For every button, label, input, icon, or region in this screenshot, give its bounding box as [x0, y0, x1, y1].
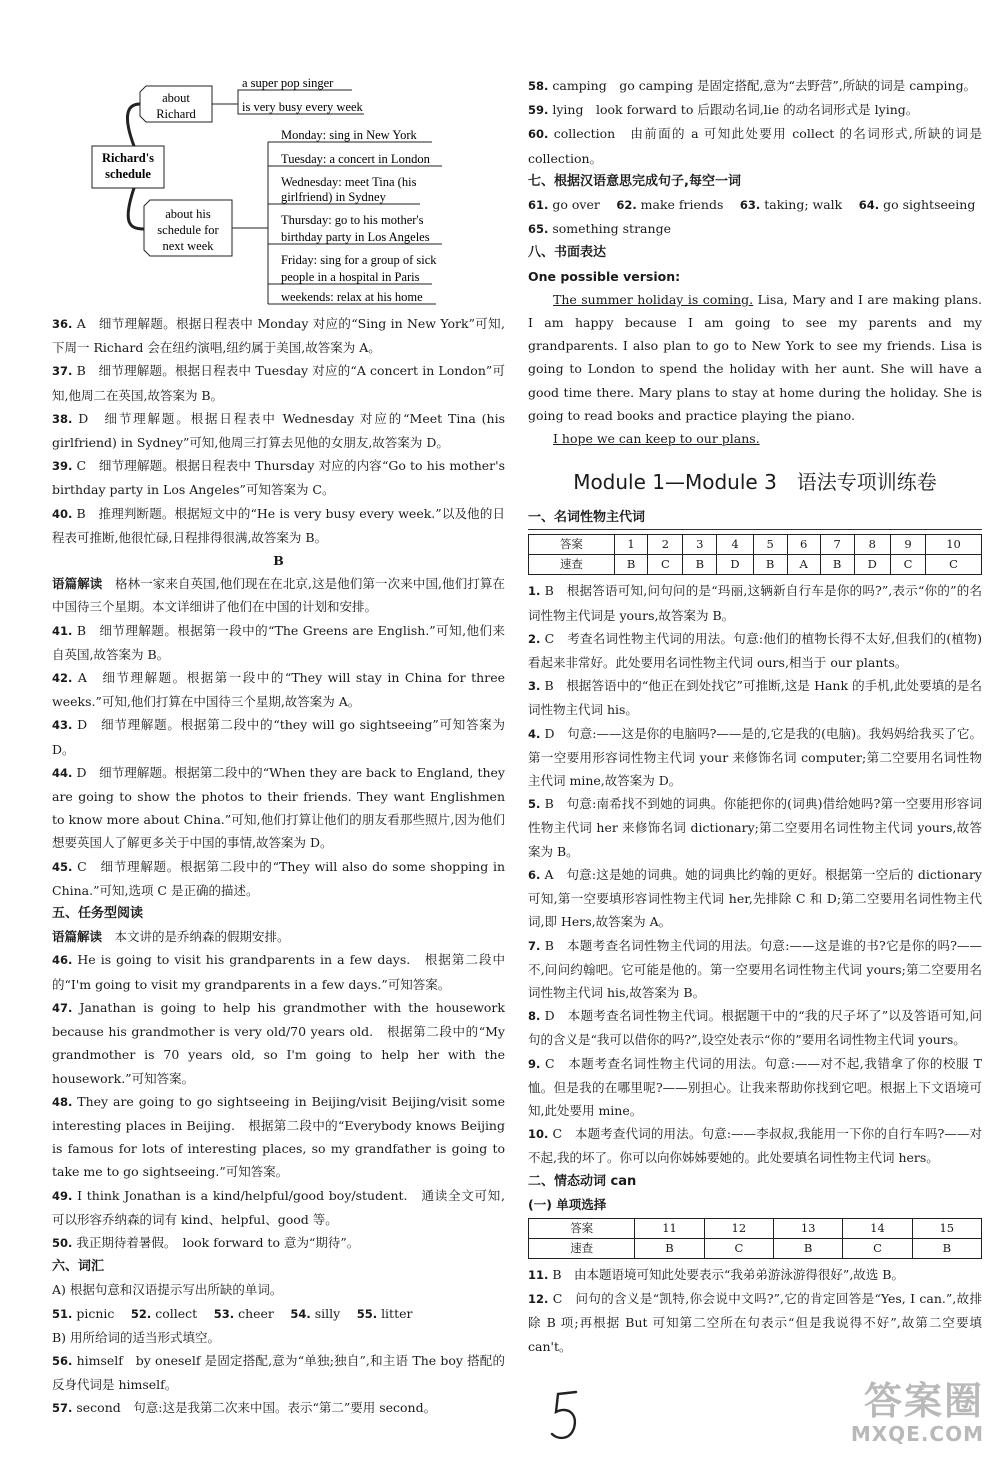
essay-paragraph: The summer holiday is coming. Lisa, Mary and I are making plans. I am happy because I am going to see my parents and my grandparents. I also plan to go to New York to see my friends. Lisa is going to London to spend the holiday with her aunt. She will have a good time there. Mary plans to stay at home during the holiday. She is going to read books and practice playing the piano.: [528, 291, 982, 423]
answer-38: 38. D 细节理解题。根据日程表中 Wednesday 对应的“Meet Tina (his girlfriend) in Sydney”可知,他周三打算去见他的女朋友,故答案为 D。: [52, 410, 505, 451]
mindmap-richard-item-1: a super pop singer: [242, 76, 334, 90]
mindmap-schedule-line1: about his: [165, 207, 211, 221]
right-column: [528, 74, 982, 1358]
grammar-answer-3: 3. B 根据答语中的“他正在到处找它”可推断,这是 Hank 的手机,此处要填的是名词性物主代词 his。: [528, 678, 982, 718]
answer-42: 42. A 细节理解题。根据第一段中的“They will stay in China for three weeks.”可知,他们打算在中国待三个星期,故答案为 A。: [52, 670, 505, 710]
grammar-answer-10: 10. C 本题考查代词的用法。句意:——李叔叔,我能用一下你的自行车吗?——对不起,我的坏了。你可以向你姊姊要她的。此处要填名词性物主代词 hers。: [528, 1126, 982, 1166]
answer-39: 39. C 细节理解题。根据日程表中 Thursday 对应的内容“Go to his mother's birthday party in Los Angeles”可知答案为 C。: [52, 458, 505, 498]
answer-44: 44. D 细节理解题。根据第二段中的“When they are back to England, they are going to show the photos to their friends. They want Englishmen to know more about China.”可知,他们打算让他们的朋友看那些照片,因为他们想要英国人了解更多关于中国的事情,故答案为 D。: [52, 764, 505, 851]
grammar-answer-4: 4. D 句意:——这是你的电脑吗?——是的,它是我的(电脑)。我妈妈给我买了它。第一空要用形容词性物主代词 your 来修饰名词 computer;第二空要用名词性物主代词 mine,故答案为 D。: [528, 725, 982, 789]
mindmap-schedule-wednesday-2: girlfriend) in Sydney: [281, 190, 386, 204]
answer-57: 57. second 句意:这是我第二次来中国。表示“第二”要用 second。: [52, 1400, 437, 1416]
grammar-answer-12: 12. C 问句的含义是“凯特,你会说中文吗?”,它的肯定回答是“Yes, I can.”,故排除 B 项;再根据 But 可知第二空所在句表示“但是我说得不好”,故第二空要填 can't。: [528, 1291, 983, 1354]
mindmap-schedule-tuesday: Tuesday: a concert in London: [281, 152, 430, 166]
table-row: 速查 B C B D B A B D C C: [529, 555, 982, 575]
grammar-answer-6: 6. A 句意:这是她的词典。她的词典比约翰的更好。根据第一空后的 dictionary 可知,第一空要填形容词性物主代词 her,先排除 C 和 D;第二空要用名词性物主代词,即 Hers,故答案为 A。: [528, 866, 982, 930]
mindmap-schedule-friday-1: Friday: sing for a group of sick: [281, 253, 437, 267]
answer-45: 45. C 细节理解题。根据第二段中的“They will also do some shopping in China.”可知,选项 C 是正确的描述。: [52, 858, 505, 898]
grammar-1-divider: [528, 529, 982, 530]
grammar-answer-2: 2. C 考查名词性物主代词的用法。句意:他们的植物长得不太好,但我们的(植物)看起来非常好。此处要用名词性物主代词 ours,相当于 our plants。: [528, 630, 982, 671]
mindmap-schedule-wednesday-1: Wednesday: meet Tina (his: [281, 175, 417, 189]
grammar-answer-8: 8. D 本题考查名词性物主代词。根据题干中的“我的尺子坏了”以及答语可知,问句的含义是“我可以借你的吗?”,设空处表示“你的”要用名词性物主代词 yours。: [528, 1008, 982, 1048]
mindmap-schedule-line3: next week: [162, 239, 214, 253]
possible-version-label: One possible version:: [528, 268, 681, 284]
sec6-a-instruction: A) 根据句意和汉语提示写出所缺的单词。: [52, 1282, 283, 1298]
mindmap-schedule-line2: schedule for: [157, 223, 219, 237]
section-6-heading: 六、词汇: [52, 1259, 105, 1275]
watermark-big: 答案圈: [863, 1379, 984, 1423]
sec6-b-instruction: B) 用所给词的适当形式填空。: [52, 1329, 221, 1345]
answers-36-40: [52, 312, 505, 549]
answer-43: 43. D 细节理解题。根据第二段中的“they will go sightseeing”可知答案为 D。: [52, 717, 505, 757]
mindmap-schedule-thursday-2: birthday party in Los Angeles: [281, 230, 430, 244]
answers-41-45: [52, 619, 505, 902]
module-title: Module 1—Module 3 语法专项训练卷: [573, 470, 937, 495]
left-column: [52, 0, 505, 1421]
watermark-small: MXQE.COM: [850, 1422, 984, 1446]
grammar-answer-9: 9. C 本题考查名词性物主代词的用法。句意:——对不起,我错拿了你的校服 T 恤。但是我的在哪里呢?——别担心。让我来帮助你找到它吧。根据上下文语境可知,此处要用 mine。: [528, 1055, 983, 1118]
mindmap-richard-line1: about: [162, 91, 190, 105]
b-intro: 语篇解读 格林一家来自英国,他们现在在北京,这是他们第一次来中国,他们打算在中国待三个星期。本文详细讲了他们在中国的计划和安排。: [52, 576, 505, 615]
sec5-intro: 语篇解读 本文讲的是乔纳森的假期安排。: [52, 929, 290, 945]
answer-40: 40. B 推理判断题。根据短文中的“He is very busy every week.”以及他的日程表可推断,他很忙碌,日程排得很满,故答案为 B。: [52, 505, 505, 545]
answer-36: 36. A 细节理解题。根据日程表中 Monday 对应的“Sing in New York”可知,下周一 Richard 会在纽约演唱,纽约属于美国,故答案为 A。: [52, 316, 505, 356]
essay-closing: I hope we can keep to our plans.: [553, 431, 760, 447]
answer-65: 65. something strange: [528, 221, 671, 237]
answer-60: 60. collection 由前面的 a 可知此处要用 collect 的名词形式,所缺的词是 collection。: [528, 126, 982, 166]
grammar-answer-11: 11. B 由本题语境可知此处要表示“我弟弟游泳游得很好”,故选 B。: [528, 1266, 904, 1282]
answer-59: 59. lying look forward to 后跟动名词,lie 的动名词形式是 lying。: [528, 102, 919, 118]
mindmap-richard-item-2: is very busy every week: [242, 100, 363, 114]
table-row: 答案 1 2 3 4 5 6 7 8 9 10: [529, 535, 982, 555]
grammar-answer-7: 7. B 本题考查名词性物主代词的用法。句意:——这是谁的书?它是你的吗?——不,问问约翰吧。它可能是他的。第一空要用名词性物主代词 yours;第二空要用名词性物主代词 his,故答案为 B。: [528, 937, 982, 1000]
answer-56: 56. himself by oneself 是固定搭配,意为“单独;独自”,和主语 The boy 搭配的反身代词是 himself。: [52, 1352, 505, 1393]
mindmap-schedule-thursday-1: Thursday: go to his mother's: [281, 213, 424, 227]
mindmap: [52, 74, 505, 312]
handwritten-mark: [548, 1388, 582, 1444]
grammar-2-heading: 二、情态动词 can: [528, 1173, 637, 1189]
section-5-heading: 五、任务型阅读: [52, 906, 144, 922]
answers-46-50: [52, 948, 505, 1255]
answers-61-64: 61. go over 62. make friends 63. taking; walk 64. go sightseeing: [528, 197, 976, 213]
section-8-heading: 八、书面表达: [528, 245, 607, 261]
table-row: 速查 B C B C B: [529, 1238, 982, 1258]
grammar-answers-1-10: [528, 579, 982, 1169]
answer-46: 46. He is going to visit his grandparents in a few days. 根据第二段中的“I'm going to visit my grandparents in a few days.”可知答案。: [52, 952, 505, 992]
answer-48: 48. They are going to go sightseeing in Beijing/visit Beijing/visit some interesting places in Beijing. 根据第二段中的“Everybody knows Beijing is famous for lots of interesting places, so my grandfather is going to take me to go sightseeing.”可知答案。: [52, 1093, 505, 1180]
mindmap-schedule-friday-2: people in a hospital in Paris: [281, 270, 420, 284]
grammar-answer-1: 1. B 根据答语可知,问句问的是“玛丽,这辆新自行车是你的吗?”,表示“你的”的名词性物主代词是 yours,故答案为 B。: [528, 583, 982, 623]
grammar-answer-5: 5. B 句意:南希找不到她的词典。你能把你的(词典)借给她吗?第一空要用形容词性物主代词 her 来修饰名词 dictionary;第二空要用名词性物主代词 yours,故答案为 B。: [528, 796, 982, 859]
answer-50: 50. 我正期待着暑假。 look forward to 意为“期待”。: [52, 1234, 360, 1250]
section-7-heading: 七、根据汉语意思完成句子,每空一词: [528, 173, 741, 189]
answer-58: 58. camping go camping 是固定搭配,意为“去野营”,所缺的词是 camping。: [528, 78, 977, 93]
mindmap-diagram: [52, 74, 505, 312]
answer-table-11-15: [528, 1218, 982, 1259]
mindmap-center-line2: schedule: [105, 167, 151, 181]
answers-51-55: 51. picnic 52. collect 53. cheer 54. silly 55. litter: [52, 1305, 413, 1321]
grammar-2-sub: (一) 单项选择: [528, 1196, 607, 1212]
answer-37: 37. B 细节理解题。根据日程表中 Tuesday 对应的“A concert in London”可知,他周二在英国,故答案为 B。: [52, 363, 505, 403]
answer-47: 47. Janathan is going to help his grandmother with the housework because his grandmother is very old/70 years old. 根据第二段中的“My grandmother is 70 years old, so I'm going to help her with the housework.”可知答案。: [52, 999, 505, 1086]
section-b-heading: B: [273, 553, 284, 569]
mindmap-richard-line2: Richard: [156, 107, 196, 121]
answer-table-1-10: [528, 534, 982, 575]
mindmap-center-line1: Richard's: [101, 151, 155, 165]
answer-41: 41. B 细节理解题。根据第一段中的“The Greens are English.”可知,他们来自英国,故答案为 B。: [52, 622, 505, 662]
mindmap-schedule-weekends: weekends: relax at his home: [281, 290, 423, 304]
answer-49: 49. I think Jonathan is a kind/helpful/good boy/student. 通读全文可知,可以形容乔纳森的词有 kind、helpful、good 等。: [52, 1187, 505, 1227]
table-row: 答案 11 12 13 14 15: [529, 1218, 982, 1238]
grammar-1-heading: 一、名词性物主代词: [528, 510, 646, 526]
watermark-logo: [851, 1380, 984, 1446]
mindmap-schedule-monday: Monday: sing in New York: [281, 128, 417, 142]
